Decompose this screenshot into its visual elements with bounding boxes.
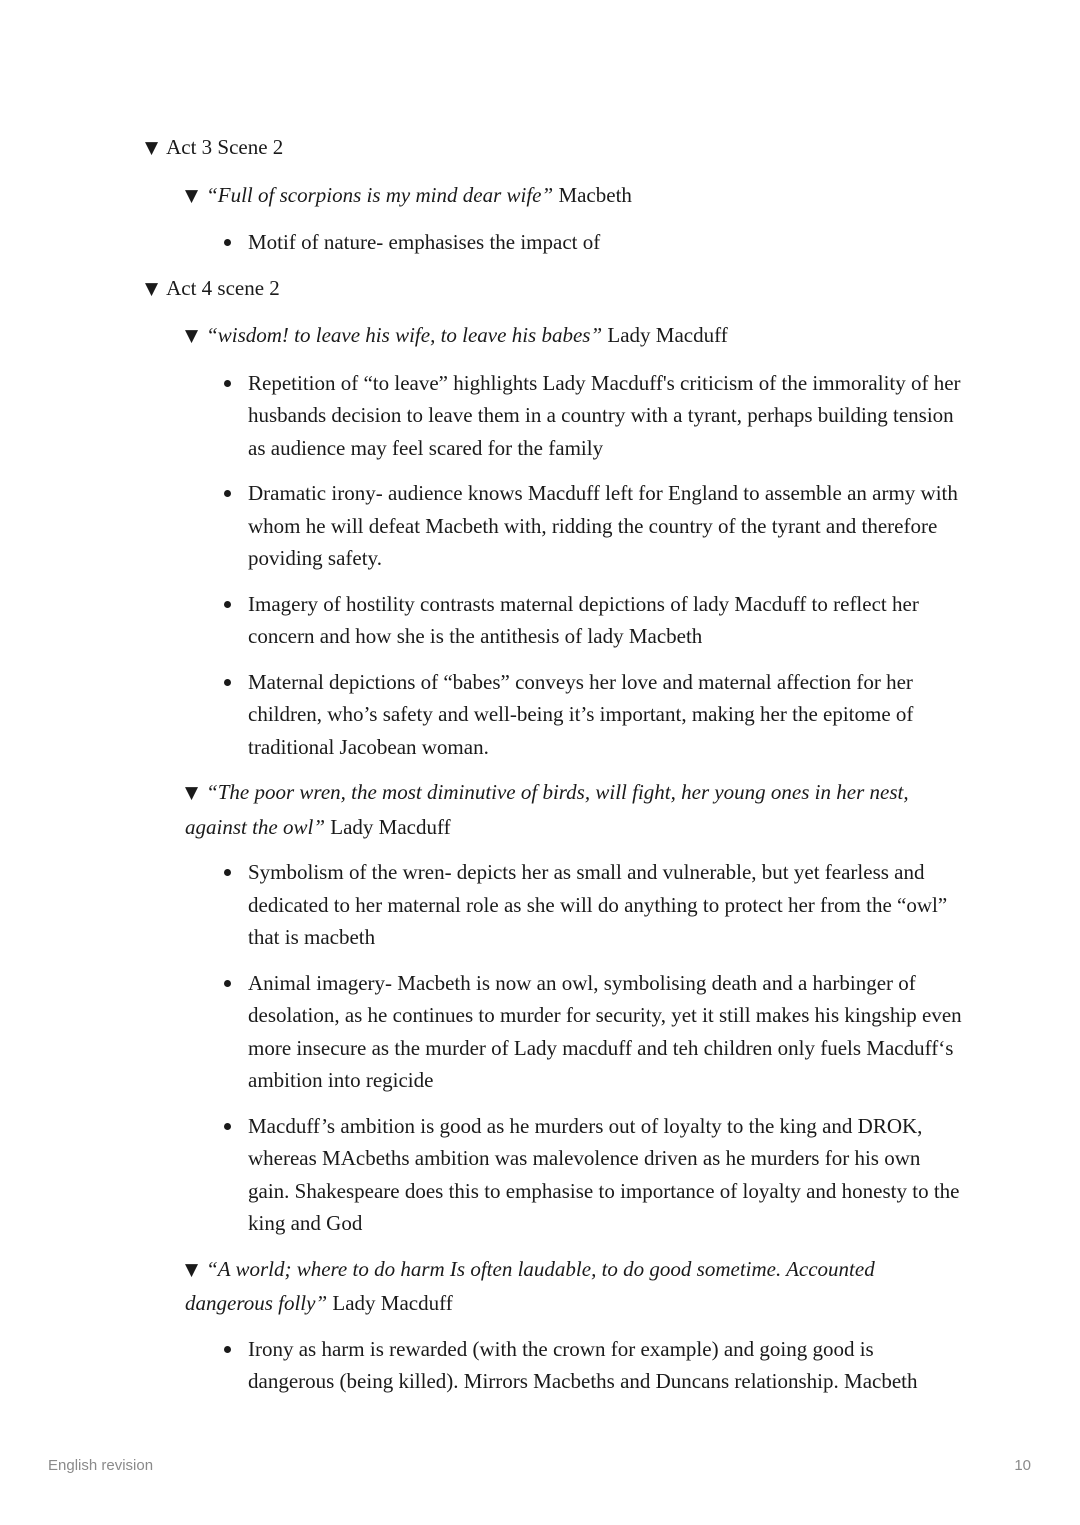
quote-speaker: Lady Macduff bbox=[330, 814, 451, 839]
quote-speaker: Lady Macduff bbox=[332, 1291, 453, 1315]
list-item: Dramatic irony- audience knows Macduff left for England to assemble an army with whom he will defeat Macbeth with, ridding the country of the tyrant and therefore poviding safety. bbox=[223, 477, 965, 575]
notes-content bbox=[145, 131, 965, 1411]
toggle-quote[interactable] bbox=[185, 319, 965, 354]
toggle-act-3-scene-2[interactable] bbox=[145, 131, 965, 166]
list-item: Imagery of hostility contrasts maternal depictions of lady Macduff to reflect her concern and how she is the antithesis of lady Macbeth bbox=[223, 588, 965, 653]
quote-speaker: Lady Macduff bbox=[607, 323, 728, 347]
bullet-list bbox=[223, 226, 965, 259]
toggle-triangle-icon[interactable]: ▼ bbox=[145, 138, 159, 158]
quote-text: “wisdom! to leave his wife, to leave his babes” bbox=[206, 323, 603, 347]
toggle-triangle-icon[interactable]: ▼ bbox=[185, 185, 199, 206]
toggle-triangle-icon[interactable]: ▼ bbox=[185, 1259, 199, 1280]
list-item: Maternal depictions of “babes” conveys her love and maternal affection for her children, who’s safety and well-being it’s important, making her the epitome of traditional Jacobean woman. bbox=[223, 666, 965, 764]
section-title: Act 3 Scene 2 bbox=[166, 135, 284, 159]
list-item: Macduff’s ambition is good as he murders out of loyalty to the king and DROK, whereas MAcbeths ambition was malevolence driven as he murders for his own gain. Shakespeare does this to emphasise to importance of loyalty and honesty to the king and God bbox=[223, 1110, 965, 1240]
list-item: Repetition of “to leave” highlights Lady Macduff's criticism of the immorality of her husbands decision to leave them in a country with a tyrant, perhaps building tension as audience may feel scared for the family bbox=[223, 367, 965, 465]
toggle-triangle-icon[interactable]: ▼ bbox=[185, 326, 199, 346]
quote-text: “A world; where to do harm Is often laudable, to do good sometime. Accounted dangerous folly” bbox=[185, 1256, 875, 1315]
bullet-list bbox=[223, 1333, 965, 1398]
list-item: Motif of nature- emphasises the impact of bbox=[223, 226, 965, 259]
list-item: Irony as harm is rewarded (with the crown for example) and going good is dangerous (being killed). Mirrors Macbeths and Duncans relationship. Macbeth bbox=[223, 1333, 965, 1398]
bullet-list bbox=[223, 856, 965, 1240]
list-item: Animal imagery- Macbeth is now an owl, symbolising death and a harbinger of desolation, as he continues to murder for security, yet it still makes his kingship even more insecure as the murder of Lady macduff and teh children only fuels Macduff‘s ambition into regicide bbox=[223, 967, 965, 1097]
toggle-act-4-scene-2[interactable] bbox=[145, 272, 965, 307]
quote-text: “The poor wren, the most diminutive of birds, will fight, her young ones in her nest, against the owl” bbox=[185, 780, 909, 839]
toggle-quote[interactable] bbox=[185, 179, 965, 214]
toggle-quote[interactable] bbox=[185, 1253, 965, 1320]
section-title: Act 4 scene 2 bbox=[166, 275, 280, 300]
toggle-triangle-icon[interactable]: ▼ bbox=[185, 783, 199, 803]
quote-text: “Full of scorpions is my mind dear wife” bbox=[206, 182, 554, 207]
list-item: Symbolism of the wren- depicts her as small and vulnerable, but yet fearless and dedicated to her maternal role as she will do anything to protect her from the “owl” that is macbeth bbox=[223, 856, 965, 954]
quote-speaker: Macbeth bbox=[558, 182, 632, 207]
toggle-triangle-icon[interactable]: ▼ bbox=[145, 278, 159, 299]
footer-document-title: English revision bbox=[48, 1457, 154, 1474]
toggle-quote[interactable] bbox=[185, 776, 965, 843]
footer-page-number: 10 bbox=[1014, 1457, 1031, 1474]
bullet-list bbox=[223, 367, 965, 764]
